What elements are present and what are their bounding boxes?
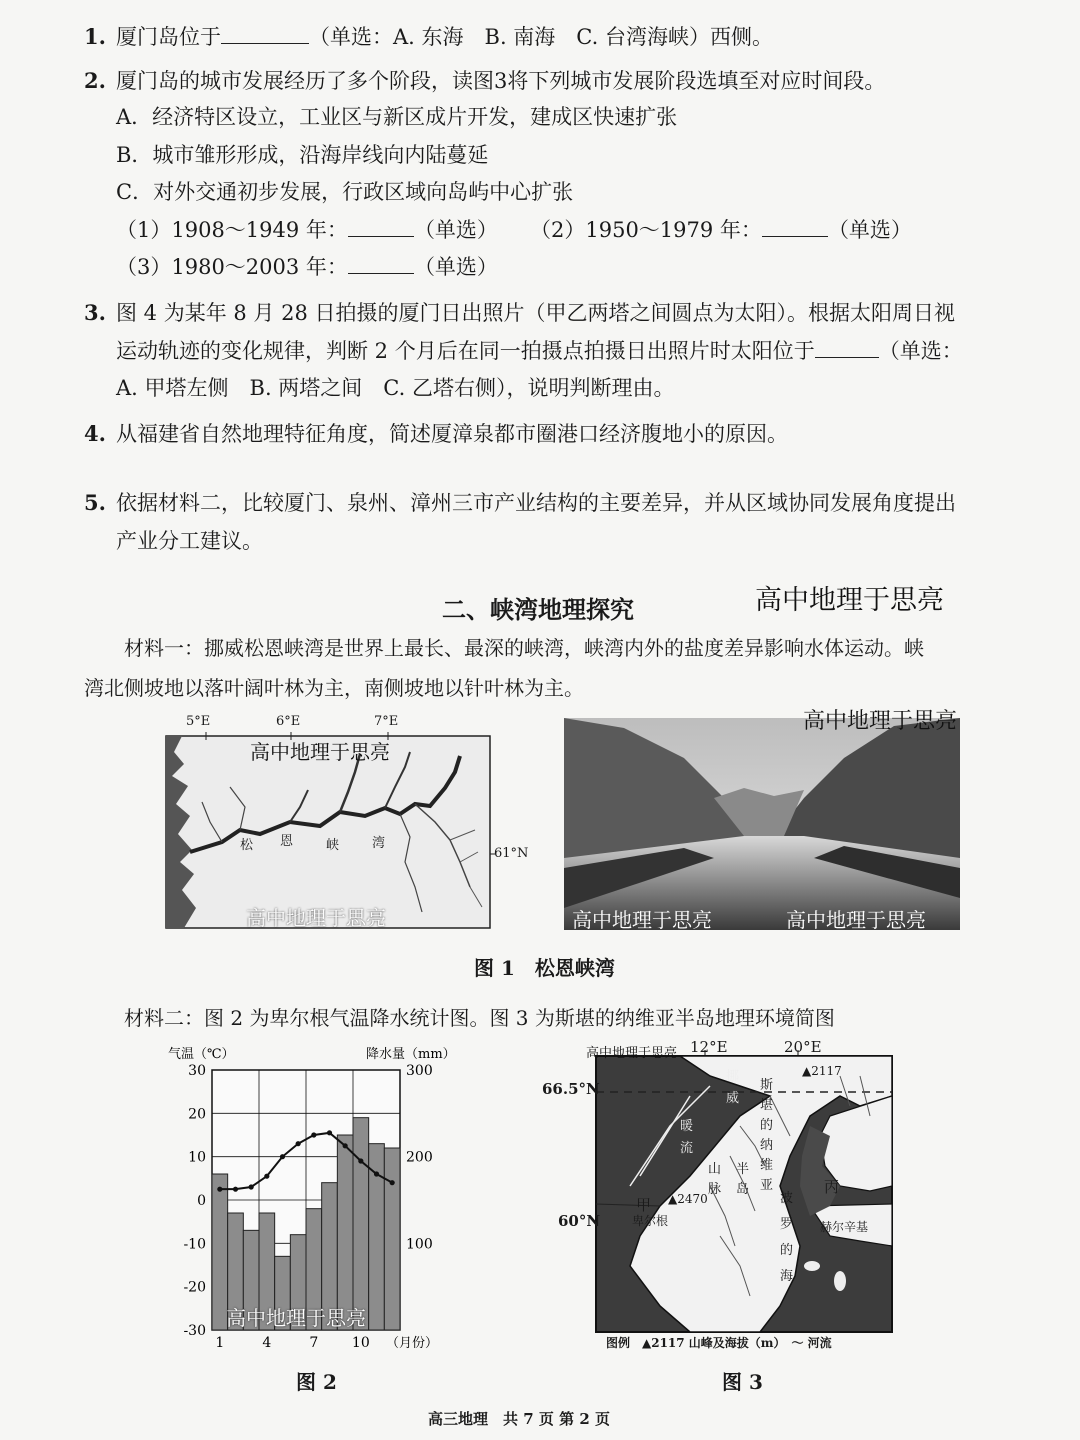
period-label: （3）1980～2003 年： bbox=[116, 255, 348, 279]
fjord-label-3: 峡 bbox=[326, 838, 340, 853]
label-norwegian-current: 挪 威 bbox=[726, 1069, 740, 1106]
question-1 bbox=[84, 18, 773, 56]
temp-tick: 0 bbox=[197, 1193, 206, 1209]
answer-blank[interactable] bbox=[348, 216, 414, 237]
figure-1-caption: 图 1 松恩峡湾 bbox=[474, 956, 615, 980]
option-a: A．经济特区设立，工业区与新区成片开发，建成区快速扩张 bbox=[116, 105, 678, 129]
label-bing: 丙 bbox=[824, 1178, 840, 1196]
period-2 bbox=[530, 211, 912, 249]
question-3 bbox=[84, 294, 955, 332]
page-footer: 高三地理 共 7 页 第 2 页 bbox=[428, 1410, 610, 1428]
watermark: 高中地理于思亮 bbox=[803, 709, 958, 734]
question-text: 厦门岛的城市发展经历了多个阶段，读图3将下列城市发展阶段选填至对应时间段。 bbox=[116, 69, 886, 93]
lat-60n: 60°N bbox=[558, 1212, 601, 1230]
lat-61n: 61°N bbox=[494, 846, 529, 861]
lon-20e: 20°E bbox=[784, 1038, 822, 1056]
map3-legend: 图例 ▲2117 山峰及海拔（m） 〜 河流 bbox=[606, 1336, 832, 1350]
fjord-label-2: 恩 bbox=[280, 834, 294, 849]
month-tick: 4 bbox=[262, 1335, 272, 1351]
question-2 bbox=[84, 62, 885, 100]
temp-tick: -20 bbox=[183, 1279, 206, 1296]
lon-5e: 5°E bbox=[186, 714, 211, 729]
lon-6e: 6°E bbox=[276, 714, 301, 729]
precip-bar bbox=[384, 1148, 400, 1330]
section-title: 二、峡湾地理探究 bbox=[442, 595, 634, 624]
question-5 bbox=[84, 484, 956, 522]
fjord-label-1: 松 bbox=[240, 838, 254, 853]
temperature-point bbox=[249, 1184, 254, 1189]
answer-blank[interactable] bbox=[348, 253, 414, 274]
material-1-line1: 材料一：挪威松恩峡湾是世界上最长、最深的峡湾，峡湾内外的盐度差异影响水体运动。峡 bbox=[124, 636, 924, 660]
question-3-options: A. 甲塔左侧 B. 两塔之间 C. 乙塔右侧），说明判断理由。 bbox=[116, 376, 675, 400]
single-choice-note: （单选） bbox=[413, 255, 498, 279]
single-choice-note: （单选） bbox=[827, 218, 912, 242]
temperature-point bbox=[311, 1132, 316, 1137]
label-baltic: 波 罗 的 海 bbox=[780, 1191, 794, 1284]
watermark: 高中地理于思亮 bbox=[572, 908, 712, 930]
lon-7e: 7°E bbox=[374, 714, 399, 729]
question-text: （单选： bbox=[878, 339, 963, 363]
scandinavia-map bbox=[540, 1036, 900, 1356]
answer-blank[interactable] bbox=[815, 337, 879, 358]
period-3 bbox=[116, 248, 498, 286]
watermark: 高中地理于思亮 bbox=[755, 585, 944, 616]
temperature-point bbox=[233, 1187, 238, 1192]
helsinki-label: 赫尔辛基 bbox=[820, 1220, 869, 1234]
temperature-point bbox=[296, 1141, 301, 1146]
fjord-photo bbox=[564, 718, 960, 930]
question-3-line2 bbox=[116, 332, 963, 370]
photo-svg bbox=[564, 718, 960, 930]
temperature-point bbox=[343, 1143, 348, 1148]
label-mountains: 山 脉 bbox=[708, 1162, 722, 1197]
watermark: 高中地理于思亮 bbox=[226, 1306, 366, 1330]
lon-12e: 12°E bbox=[690, 1038, 728, 1056]
material-1-line2: 湾北侧坡地以落叶阔叶林为主，南侧坡地以针叶林为主。 bbox=[84, 676, 584, 700]
temperature-point bbox=[358, 1158, 363, 1163]
left-axis-label: 气温（℃） bbox=[168, 1047, 235, 1062]
question-number: 4. bbox=[84, 421, 106, 446]
temperature-point bbox=[390, 1180, 395, 1185]
figure-3-caption: 图 3 bbox=[722, 1370, 763, 1394]
fjord-label-4: 湾 bbox=[372, 836, 386, 851]
precip-tick: 200 bbox=[406, 1149, 433, 1166]
answer-blank[interactable] bbox=[762, 216, 828, 237]
temp-tick: -30 bbox=[183, 1323, 206, 1339]
peak-2117: ▲2117 bbox=[802, 1064, 842, 1078]
watermark: 高中地理于思亮 bbox=[246, 906, 386, 930]
temperature-point bbox=[327, 1130, 332, 1135]
question-number: 3. bbox=[84, 300, 106, 325]
label-peninsula: 半 岛 bbox=[736, 1162, 750, 1197]
precip-bar bbox=[337, 1135, 353, 1330]
single-choice-note: （单选） bbox=[413, 218, 498, 242]
question-text: 依据材料二，比较厦门、泉州、漳州三市产业结构的主要差异，并从区域协同发展角度提出 bbox=[116, 491, 956, 515]
material-2: 材料二：图 2 为卑尔根气温降水统计图。图 3 为斯堪的纳维亚半岛地理环境简图 bbox=[124, 1006, 835, 1030]
temp-tick: 10 bbox=[188, 1149, 206, 1166]
precip-bar bbox=[353, 1118, 369, 1330]
temperature-point bbox=[280, 1154, 285, 1159]
month-tick: 10 bbox=[351, 1335, 370, 1351]
question-options: （单选：A. 东海 B. 南海 C. 台湾海峡）西侧。 bbox=[309, 25, 773, 49]
temperature-point bbox=[264, 1174, 269, 1179]
question-number: 1. bbox=[84, 24, 106, 49]
temp-tick: 30 bbox=[188, 1063, 206, 1079]
period-label: （2）1950～1979 年： bbox=[530, 218, 762, 242]
sognefjord-map bbox=[160, 712, 532, 932]
temperature-point bbox=[217, 1187, 222, 1192]
peak-2470: ▲2470 bbox=[668, 1192, 708, 1206]
watermark: 高中地理于思亮 bbox=[586, 1046, 678, 1061]
question-text: 图 4 为某年 8 月 28 日拍摄的厦门日出照片（甲乙两塔之间圆点为太阳）。根据太阳周日视 bbox=[116, 301, 955, 325]
question-number: 2. bbox=[84, 68, 106, 93]
precip-tick: 300 bbox=[406, 1063, 433, 1079]
label-warm-current: 暖 流 bbox=[680, 1119, 694, 1156]
x-axis-label: （月份） bbox=[386, 1336, 439, 1351]
answer-blank[interactable] bbox=[221, 23, 309, 44]
bergen-label: 卑尔根 bbox=[632, 1214, 669, 1228]
option-b: B．城市雏形形成，沿海岸线向内陆蔓延 bbox=[116, 143, 489, 167]
question-text: 运动轨迹的变化规律，判断 2 个月后在同一拍摄点拍摄日出照片时太阳位于 bbox=[116, 339, 815, 363]
watermark: 高中地理于思亮 bbox=[250, 740, 390, 764]
lat-66-5n: 66.5°N bbox=[542, 1080, 600, 1098]
question-text: 从福建省自然地理特征角度，简述厦漳泉都市圈港口经济腹地小的原因。 bbox=[116, 422, 788, 446]
label-scandinavia: 斯 堪 的 纳 维 亚 bbox=[760, 1078, 774, 1193]
period-label: （1）1908～1949 年： bbox=[116, 218, 348, 242]
watermark: 高中地理于思亮 bbox=[786, 908, 926, 930]
figure-2-caption: 图 2 bbox=[296, 1370, 337, 1394]
climate-chart bbox=[160, 1040, 460, 1360]
temp-tick: 20 bbox=[188, 1106, 206, 1123]
option-c: C．对外交通初步发展，行政区域向岛屿中心扩张 bbox=[116, 180, 574, 204]
precip-tick: 100 bbox=[406, 1236, 433, 1253]
temperature-point bbox=[374, 1171, 379, 1176]
question-text: 厦门岛位于 bbox=[116, 25, 221, 49]
month-tick: 7 bbox=[309, 1335, 319, 1351]
temp-tick: -10 bbox=[183, 1236, 206, 1253]
question-number: 5. bbox=[84, 490, 106, 515]
label-jia: 甲 bbox=[636, 1196, 652, 1214]
period-1 bbox=[116, 211, 498, 249]
question-4 bbox=[84, 415, 788, 453]
question-5-line2: 产业分工建议。 bbox=[116, 529, 263, 553]
right-axis-label: 降水量（mm） bbox=[366, 1047, 456, 1062]
month-tick: 1 bbox=[215, 1335, 225, 1351]
